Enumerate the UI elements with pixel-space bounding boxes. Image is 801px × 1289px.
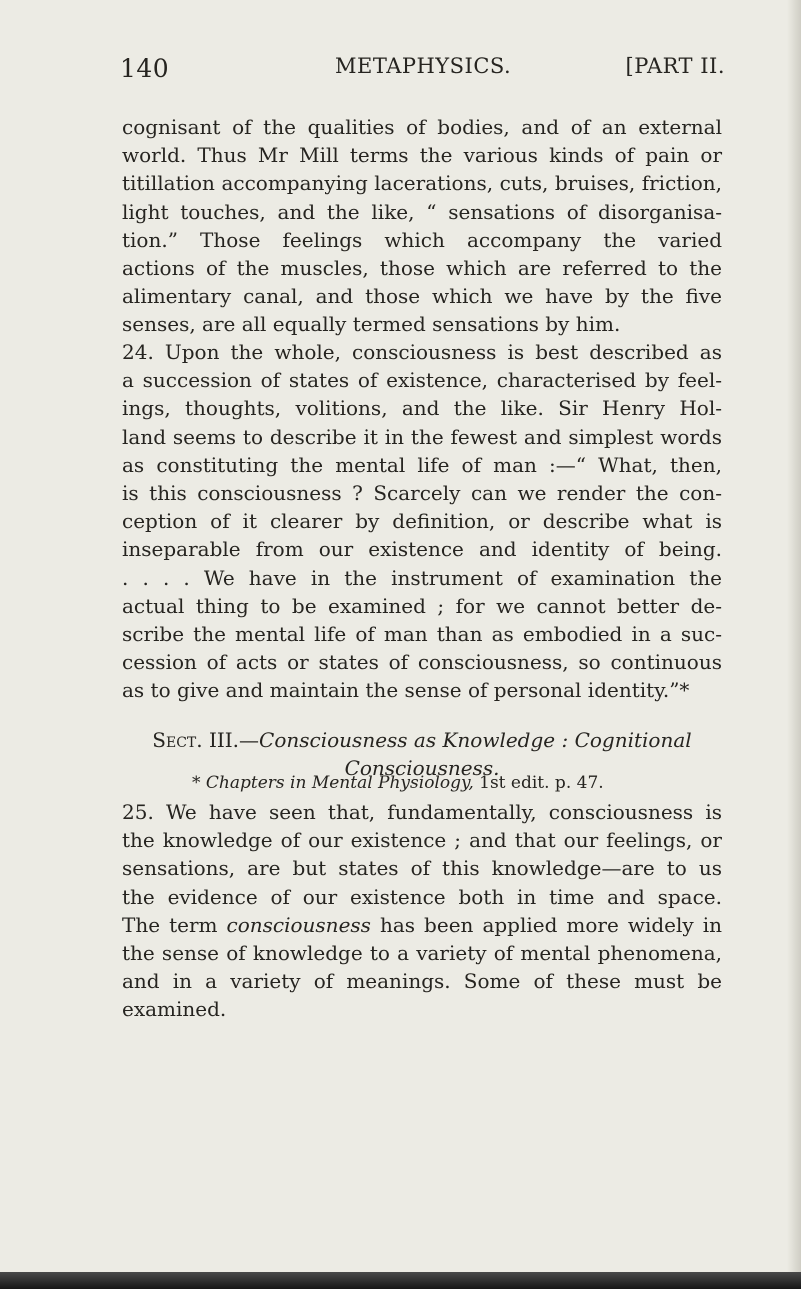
text-line: . . . . We have in the instrument of examination the [122, 565, 722, 590]
page-number: 140 [120, 54, 170, 83]
text-line: cession of acts or states of consciousness, so continuous [122, 650, 722, 675]
text-line: scribe the mental life of man than as embodied in a suc- [122, 622, 722, 646]
text-line: sensations, are but states of this knowledge—are to us [122, 856, 722, 881]
text-line: actions of the muscles, those which are referred to the [122, 256, 722, 280]
running-header [120, 54, 725, 94]
text-line: ception of it clearer by definition, or describe what is [122, 509, 722, 534]
text-line: light touches, and the like, “ sensations of disorganisa- [122, 199, 722, 224]
text-fragment: has been applied more widely in [370, 912, 723, 937]
text-line: is this consciousness ? Scarcely can we render the con- [122, 481, 722, 505]
footnote-edition: 1st edit. p. 47. [479, 773, 604, 793]
text-line: titillation accompanying lacerations, cuts, bruises, friction, [122, 171, 722, 196]
text-line: cognisant of the qualities of bodies, and of an external [122, 115, 722, 139]
text-line: world. Thus Mr Mill terms the various kinds of pain or [122, 143, 722, 168]
text-fragment: consciousness [226, 912, 371, 937]
text-line: as to give and maintain the sense of personal identity.”* [122, 678, 690, 703]
section-dash: — [239, 728, 260, 752]
text-line: 25. We have seen that, fundamentally, consciousness is [122, 800, 722, 824]
running-title: METAPHYSICS. [335, 54, 512, 78]
footnote-marker: * [192, 773, 201, 793]
text-line: the knowledge of our existence ; and that our feelings, or [122, 828, 722, 853]
text-line: land seems to describe it in the fewest and simplest words [122, 424, 722, 449]
text-line: senses, are all equally termed sensations by him. [122, 312, 621, 337]
text-line: as constituting the mental life of man :—“ What, then, [122, 452, 722, 477]
section-number: Sect. III. [152, 728, 240, 752]
text-line: a succession of states of existence, characterised by feel- [122, 368, 722, 393]
page-bottom-edge [0, 1272, 801, 1289]
page-edge-shadow [787, 0, 801, 1272]
section-title-part-1: Consciousness as Knowledge : Cognitional [259, 728, 692, 752]
text-line: inseparable from our existence and identity of being. [122, 537, 722, 562]
text-line: alimentary canal, and those which we have by the five [122, 284, 722, 309]
part-label: [PART II. [625, 54, 725, 78]
text-line [122, 911, 722, 939]
footnote [192, 773, 604, 793]
text-line: 24. Upon the whole, consciousness is best described as [122, 340, 722, 364]
text-line: the evidence of our existence both in time and space. [122, 884, 722, 909]
text-line: tion.” Those feelings which accompany the varied [122, 227, 722, 252]
footnote-title: Chapters in Mental Physiology, [205, 773, 474, 793]
text-line: examined. [122, 997, 227, 1022]
text-line: actual thing to be examined ; for we cannot better de- [122, 593, 722, 618]
section-title-part-2: Consciousness. [344, 756, 500, 780]
text-fragment: The term [122, 912, 227, 937]
section-heading-line-1 [122, 726, 722, 754]
text-line: ings, thoughts, volitions, and the like. Sir Henry Hol- [122, 396, 722, 421]
text-line: the sense of knowledge to a variety of mental phenomena, [122, 941, 722, 965]
text-line: and in a variety of meanings. Some of these must be [122, 969, 722, 994]
